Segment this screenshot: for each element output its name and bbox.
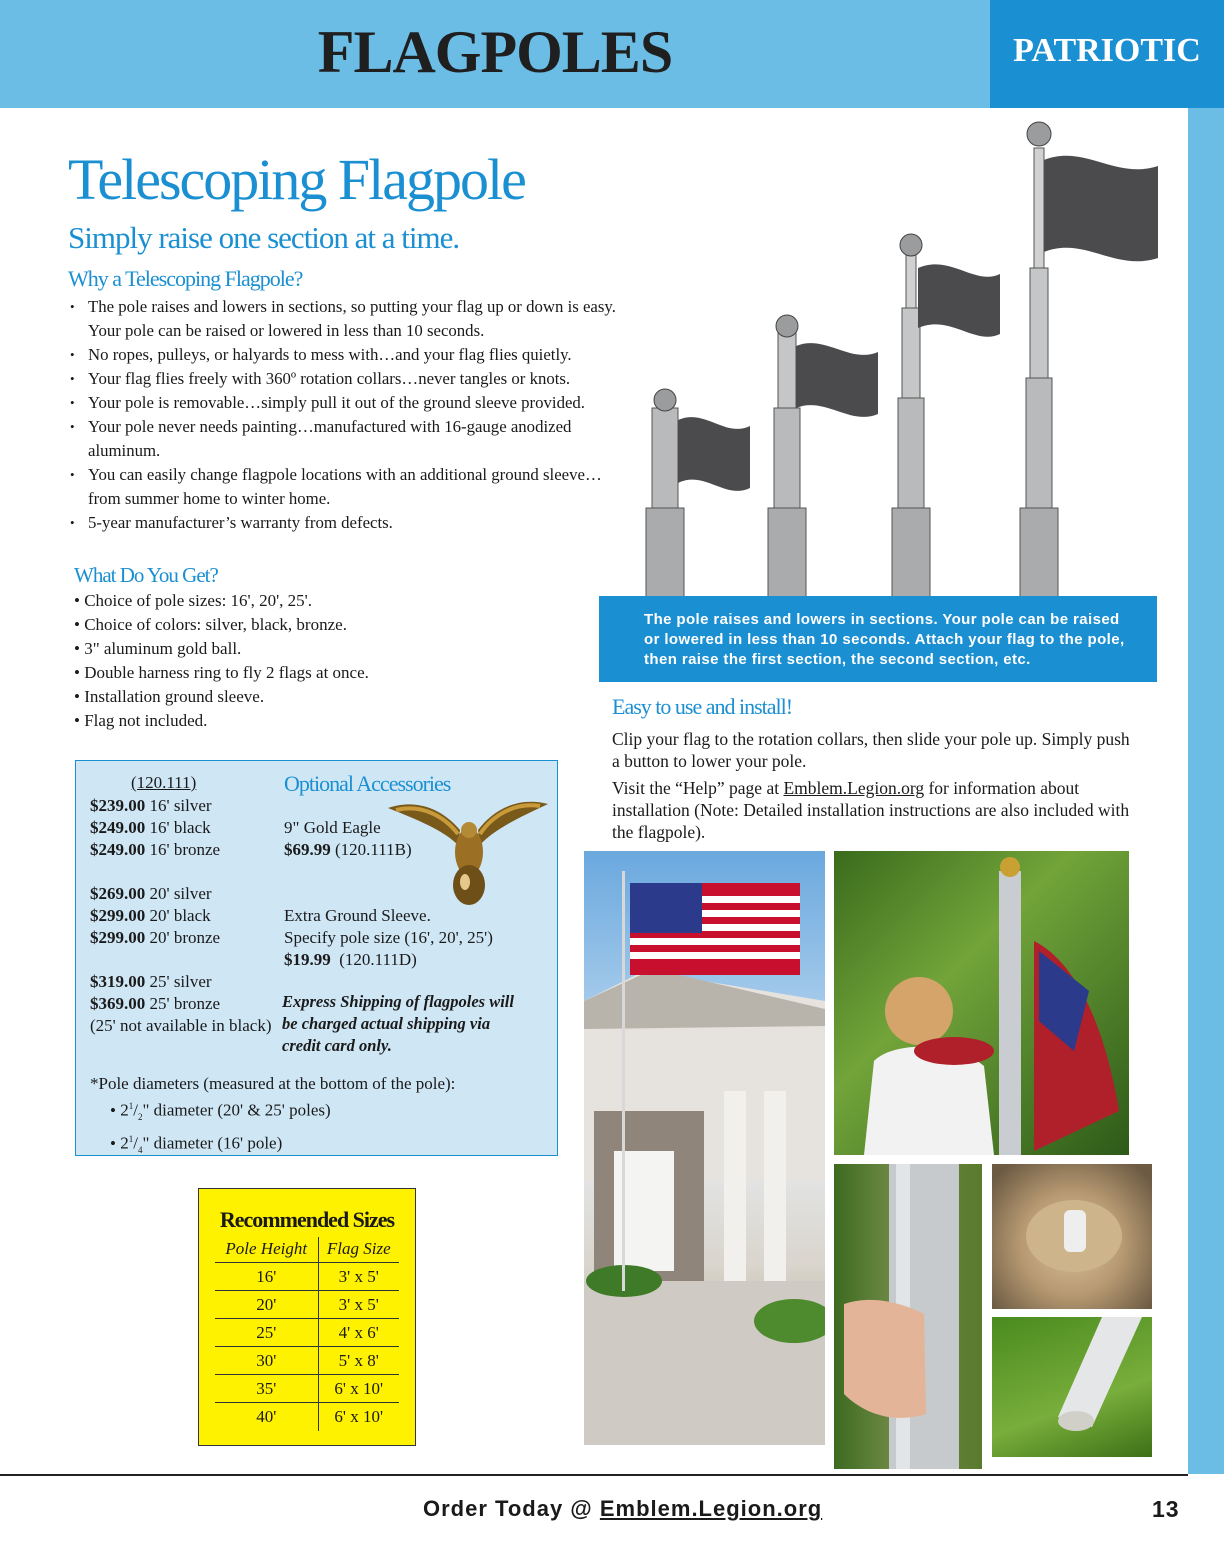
sleeve-price: $19.99 bbox=[284, 950, 331, 969]
price: $319.00 bbox=[90, 972, 146, 991]
illustration-caption: The pole raises and lowers in sections. Your pole can be raised or lowered in less than 10 seconds. Attach your flag to the pole, then raise the first section, the second section, etc. bbox=[599, 596, 1157, 682]
section-tab[interactable]: PATRIOTIC bbox=[990, 0, 1224, 108]
price-desc: 20' silver bbox=[145, 884, 212, 903]
sleeve-photo-drawing bbox=[992, 1164, 1152, 1309]
price-row bbox=[90, 993, 275, 1015]
price-desc: 25' bronze bbox=[145, 994, 221, 1013]
column-header-pole: Pole Height bbox=[215, 1237, 318, 1263]
list-item: • $2^1/_4$" diameter (16' pole) bbox=[110, 1128, 455, 1161]
pole-stage-1 bbox=[646, 389, 750, 598]
sleeve-name: Extra Ground Sleeve. bbox=[284, 906, 431, 925]
price: $249.00 bbox=[90, 840, 146, 859]
price-row bbox=[90, 839, 275, 861]
get-heading: What Do You Get? bbox=[74, 563, 218, 587]
list-item: • Your pole is removable…simply pull it out of the ground sleeve provided. bbox=[68, 391, 633, 415]
list-item: • 3" aluminum gold ball. bbox=[74, 639, 242, 658]
price-desc: 20' bronze bbox=[145, 928, 221, 947]
hand-photo-drawing bbox=[834, 1164, 982, 1469]
help-link[interactable]: Emblem.Legion.org bbox=[783, 778, 925, 798]
price-row bbox=[90, 883, 275, 905]
price-desc: 16' black bbox=[145, 818, 211, 837]
price-desc: 25' silver bbox=[145, 972, 212, 991]
woman-attaching-flag-photo bbox=[834, 851, 1129, 1155]
page-title: FLAGPOLES bbox=[317, 19, 673, 85]
table-row: 25' 4' x 6' bbox=[215, 1319, 399, 1347]
list-item: • Choice of pole sizes: 16', 20', 25'. bbox=[74, 591, 312, 610]
price: $269.00 bbox=[90, 884, 146, 903]
eagle-name: 9" Gold Eagle bbox=[284, 818, 381, 837]
table-row: 35' 6' x 10' bbox=[215, 1375, 399, 1403]
list-item: • Your flag flies freely with 360º rotation collars…never tangles or knots. bbox=[68, 367, 633, 391]
install-heading: Easy to use and install! bbox=[612, 694, 793, 719]
item-code: (120.111) bbox=[131, 773, 197, 792]
express-shipping-note: Express Shipping of flagpoles will be charged actual shipping via credit card only. bbox=[282, 992, 514, 1055]
side-color-strip bbox=[1188, 108, 1224, 1474]
list-item: • 5-year manufacturer’s warranty from defects. bbox=[68, 511, 633, 535]
why-heading: Why a Telescoping Flagpole? bbox=[68, 266, 303, 291]
list-item: • You can easily change flagpole locations with an additional ground sleeve…from summer home to winter home. bbox=[68, 463, 633, 511]
table-header-row bbox=[215, 1237, 399, 1263]
diameter-intro: *Pole diameters (measured at the bottom of the pole): bbox=[90, 1074, 456, 1093]
table-row: 16' 3' x 5' bbox=[215, 1263, 399, 1291]
pole-stage-3 bbox=[892, 234, 1000, 598]
price-desc: 16' bronze bbox=[145, 840, 221, 859]
list-item: • Flag not included. bbox=[74, 711, 208, 730]
woman-photo-drawing bbox=[834, 851, 1129, 1155]
availability-note: (25' not available in black) bbox=[90, 1016, 272, 1035]
diameter-list bbox=[90, 1095, 455, 1161]
price-row bbox=[90, 971, 275, 993]
price-desc: 20' black bbox=[145, 906, 211, 925]
table-row: 20' 3' x 5' bbox=[215, 1291, 399, 1319]
pole-stage-2 bbox=[768, 315, 878, 598]
header-bar bbox=[0, 0, 1224, 108]
article-subtitle: Simply raise one section at a time. bbox=[68, 220, 460, 255]
insert-photo-drawing bbox=[992, 1317, 1152, 1457]
table-row: 40' 6' x 10' bbox=[215, 1403, 399, 1431]
footer-link[interactable]: Emblem.Legion.org bbox=[599, 1496, 823, 1521]
list-item: • Double harness ring to fly 2 flags at once. bbox=[74, 663, 369, 682]
help-paragraph: Visit the “Help” page at Emblem.Legion.org for information about installation (Note: Detailed installation instructions are also included with the flagpole). bbox=[612, 778, 1130, 842]
column-header-flag: Flag Size bbox=[318, 1237, 399, 1263]
sleeve-spec: Specify pole size (16', 20', 25') bbox=[284, 928, 493, 947]
pole-in-sleeve-photo bbox=[992, 1317, 1152, 1457]
pole-stage-4 bbox=[1020, 122, 1158, 598]
eagle-code: (120.111B) bbox=[330, 840, 412, 859]
list-item: • $2^1/_2$" diameter (20' & 25' poles) bbox=[110, 1095, 455, 1128]
house-photo-drawing bbox=[584, 851, 825, 1445]
recommended-sizes-table bbox=[215, 1237, 399, 1431]
price: $299.00 bbox=[90, 928, 146, 947]
order-cta: Order Today @ Emblem.Legion.org bbox=[423, 1496, 823, 1521]
install-paragraph: Clip your flag to the rotation collars, then slide your pole up. Simply push a button to lower your pole. bbox=[612, 729, 1130, 771]
sleeve-code: (120.111D) bbox=[330, 950, 417, 969]
recommended-heading: Recommended Sizes bbox=[219, 1207, 395, 1232]
list-item: • Your pole never needs painting…manufactured with 16-gauge anodized aluminum. bbox=[68, 415, 633, 463]
article-title: Telescoping Flagpole bbox=[68, 147, 525, 212]
gold-eagle-image bbox=[388, 790, 548, 916]
page-number: 13 bbox=[1152, 1496, 1180, 1522]
table-row: 30' 5' x 8' bbox=[215, 1347, 399, 1375]
price-row bbox=[90, 927, 275, 949]
why-bullet-list bbox=[68, 295, 633, 535]
price: $369.00 bbox=[90, 994, 146, 1013]
list-item: • The pole raises and lowers in sections, so putting your flag up or down is easy. Your pole can be raised or lowered in less than 10 seconds. bbox=[68, 295, 633, 343]
telescoping-poles-illustration bbox=[600, 108, 1188, 598]
hand-on-pole-photo bbox=[834, 1164, 982, 1469]
house-flagpole-photo bbox=[584, 851, 825, 1445]
list-item: • No ropes, pulleys, or halyards to mess with…and your flag flies quietly. bbox=[68, 343, 633, 367]
price: $299.00 bbox=[90, 906, 146, 925]
list-item: • Installation ground sleeve. bbox=[74, 687, 265, 706]
price-row bbox=[90, 795, 275, 817]
price: $239.00 bbox=[90, 796, 146, 815]
list-item: • Choice of colors: silver, black, bronze. bbox=[74, 615, 347, 634]
price-row bbox=[90, 905, 275, 927]
price-desc: 16' silver bbox=[145, 796, 212, 815]
recommended-sizes-box bbox=[198, 1188, 416, 1446]
footer-divider bbox=[0, 1474, 1188, 1476]
eagle-price: $69.99 bbox=[284, 840, 331, 859]
accessories-heading: Optional Accessories bbox=[284, 771, 451, 796]
price-list bbox=[90, 795, 275, 1037]
price-row bbox=[90, 817, 275, 839]
included-items-list bbox=[74, 589, 369, 733]
price: $249.00 bbox=[90, 818, 146, 837]
ground-sleeve-photo bbox=[992, 1164, 1152, 1309]
diameter-notes bbox=[90, 1073, 455, 1161]
